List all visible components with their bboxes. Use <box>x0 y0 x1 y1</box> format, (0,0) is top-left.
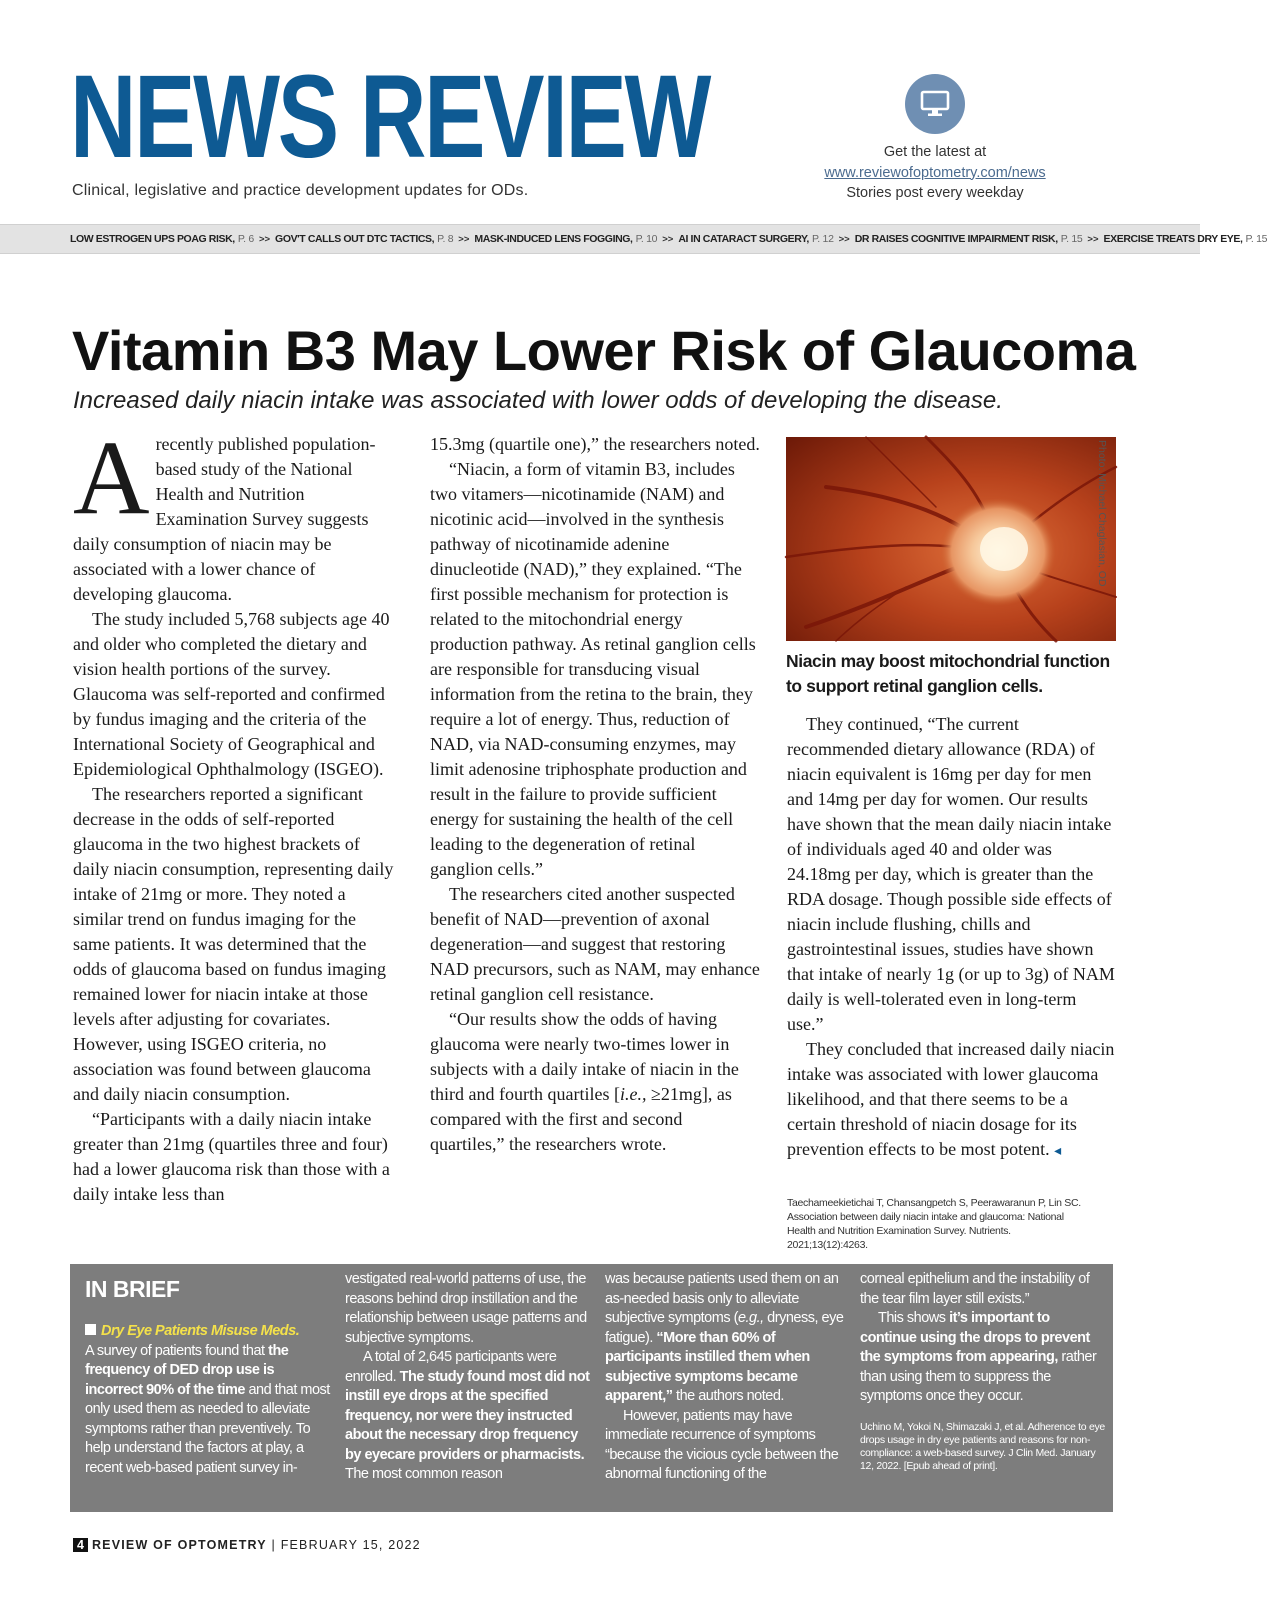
brief-column-4 <box>860 1270 1105 1473</box>
ticker-separator: >> <box>662 233 674 245</box>
body-paragraph: “Niacin, a form of vitamin B3, includes two vitamers—nicotinamide (NAM) and nicotinic acid—involved in the synthesis pathway of nicotinamide adenine dinucleotide (NAD),” they explained. “The first possible mechanism for protection is related to the mitochondrial energy production pathway. As retinal ganglion cells are responsible for transducing visual information from the retina to the brain, they require a lot of energy. Thus, reduction of NAD, via NAD-consuming enzymes, may limit adenosine triphosphate production and result in the failure to provide sufficient energy for sustaining the health of the cell leading to the degeneration of retinal ganglion cells.” <box>430 459 756 879</box>
brief-paragraph: was because patients used them on an as-needed basis only to alleviate subjective symptoms (e.g., dryness, eye fatigue). “More than 60% of participants instilled them when subjective symptoms became apparent,” the authors noted. <box>605 1271 844 1404</box>
drop-cap: A <box>73 419 150 536</box>
article-column-3 <box>787 712 1117 1164</box>
body-paragraph: “Participants with a daily niacin intake greater than 21mg (quartiles three and four) had a lower glaucoma risk than those with a daily intake less than <box>73 1109 390 1204</box>
page-footer <box>73 1538 421 1552</box>
body-paragraph: The study included 5,768 subjects age 40 and older who completed the dietary and vision health portions of the survey. Glaucoma was self-reported and confirmed by fundus imaging and the criteria of the International Society of Geographical and Epidemiological Ophthalmology (ISGEO). <box>73 609 390 779</box>
body-paragraph: “Our results show the odds of having glaucoma were nearly two-times lower in subjects with a daily intake of niacin in the third and fourth quartiles [i.e., ≥21mg], as compared with the first and second quartiles,” the researchers wrote. <box>430 1009 739 1154</box>
photo-credit: Photo: Michael Chaglasian, OD <box>1096 440 1108 587</box>
brief-reference: Uchino M, Yokoi N, Shimazaki J, et al. Adherence to eye drops usage in dry eye patients and reasons for non-compliance: a web-based survey. J Clin Med. January 12, 2022. [Epub ahead of print]. <box>860 1420 1105 1472</box>
body-paragraph: The researchers reported a significant decrease in the odds of self-reported glaucoma in the two highest brackets of daily niacin consumption, representing daily intake of 21mg or more. They noted a similar trend on fundus imaging for the same patients. It was determined that the odds of glaucoma based on fundus imaging remained lower for niacin intake at those levels after adjusting for covariates. However, using ISGEO criteria, no association was found between glaucoma and daily niacin consumption. <box>73 784 394 1104</box>
ticker-entry[interactable]: DR RAISES COGNITIVE IMPAIRMENT RISK, P. 15 <box>854 233 1083 245</box>
brief-paragraph: However, patients may have immediate recurrence of symptoms “because the vicious cycle between the abnormal functioning of the <box>605 1407 839 1482</box>
fundus-photo <box>786 437 1116 641</box>
brief-paragraph: vestigated real-world patterns of use, the reasons behind drop instillation and the relationship between usage patterns and subjective symptoms. <box>345 1271 587 1346</box>
magazine-name: REVIEW OF OPTOMETRY <box>91 1538 267 1552</box>
ticker-separator: >> <box>258 233 271 245</box>
article-column-1 <box>73 419 397 1207</box>
ticker-separator: >> <box>458 233 470 245</box>
promo-line: Stories post every weekday <box>846 185 1024 201</box>
article-reference: Taechameekietichai T, Chansangpetch S, Peerawaranun P, Lin SC. Association between daily niacin intake and glaucoma: National Health and Nutrition Examination Survey. Nutrients. 2021;13(12):4263. <box>787 1197 1081 1251</box>
brief-item-heading: Dry Eye Patients Misuse Meds. <box>85 1322 330 1342</box>
brief-column-1 <box>85 1274 330 1478</box>
web-promo <box>790 74 1080 204</box>
article-headline: Vitamin B3 May Lower Risk of Glaucoma <box>72 319 1136 382</box>
brief-title: IN BRIEF <box>85 1276 180 1302</box>
body-paragraph: The researchers cited another suspected benefit of NAD—prevention of axonal degeneration—and suggest that restoring NAD precursors, such as NAM, may enhance retinal ganglion cell resistance. <box>430 884 760 1004</box>
brief-paragraph: This shows it’s important to continue using the drops to prevent the symptoms from appearing, rather than using them to suppress the symptoms once they occur. <box>860 1310 1097 1404</box>
brief-column-3 <box>605 1270 850 1485</box>
ticker-entry[interactable]: GOV'T CALLS OUT DTC TACTICS, P. 8 <box>275 233 454 245</box>
square-bullet-icon <box>85 1324 96 1335</box>
end-mark-icon: ◂ <box>1054 1144 1062 1159</box>
promo-url-link[interactable]: www.reviewofoptometry.com/news <box>824 164 1046 181</box>
monitor-icon <box>905 74 965 134</box>
masthead <box>70 51 710 199</box>
brief-paragraph: A total of 2,645 participants were enrolled. The study found most did not instill eye drops at the specified frequency, nor were they instructed about the necessary drop frequency by eyecare providers or pharmacists. The most common reason <box>345 1349 590 1482</box>
ticker-entry[interactable]: EXERCISE TREATS DRY EYE, P. 15 <box>1103 233 1267 245</box>
issue-date: FEBRUARY 15, 2022 <box>280 1538 421 1552</box>
ticker-separator: >> <box>1087 233 1099 245</box>
page-number: 4 <box>73 1538 88 1552</box>
brief-column-2 <box>345 1270 590 1485</box>
ticker-separator: >> <box>838 233 850 245</box>
ticker-entry[interactable]: MASK-INDUCED LENS FOGGING, P. 10 <box>474 233 658 245</box>
brief-paragraph: corneal epithelium and the instability of the tear film layer still exists.” <box>860 1271 1090 1307</box>
article-dek: Increased daily niacin intake was associated with lower odds of developing the disease. <box>73 387 1003 414</box>
in-brief-box <box>70 1264 1113 1512</box>
article-column-2 <box>430 432 760 1157</box>
ticker-entry[interactable]: AI IN CATARACT SURGERY, P. 12 <box>678 233 834 245</box>
section-title: NEWS REVIEW <box>70 51 710 183</box>
body-paragraph: 15.3mg (quartile one),” the researchers noted. <box>430 434 760 454</box>
headline-ticker <box>0 224 1267 254</box>
body-paragraph: They continued, “The current recommended dietary allowance (RDA) of niacin equivalent is 16mg per day for men and 14mg per day for women. Our results have shown that the mean daily niacin intake of individuals aged 40 and older was 24.18mg per day, which is greater than the RDA dosage. Though possible side effects of niacin include flushing, chills and gastrointestinal issues, studies have shown that intake of nearly 1g (or up to 3g) of NAM daily is well-tolerated even in long-term use.” <box>787 714 1115 1034</box>
body-paragraph: They concluded that increased daily niacin intake was associated with lower glaucoma likelihood, and that there seems to be a certain threshold of niacin dosage for its prevention effects to be most potent. ◂ <box>787 1039 1115 1159</box>
section-subtitle: Clinical, legislative and practice development updates for ODs. <box>72 182 529 199</box>
promo-line: Get the latest at <box>883 144 987 160</box>
ticker-entry[interactable]: LOW ESTROGEN UPS POAG RISK, P. 6 <box>70 233 254 245</box>
footer-separator: | <box>271 1538 276 1552</box>
photo-caption: Niacin may boost mitochondrial function to support retinal ganglion cells. <box>786 651 1110 696</box>
body-paragraph: Arecently published population-based study of the National Health and Nutrition Examination Survey suggests daily consumption of niacin may be associated with a lower chance of developing glaucoma. <box>73 419 376 604</box>
brief-paragraph: A survey of patients found that the frequency of DED drop use is incorrect 90% of the time and that most only used them as needed to alleviate symptoms rather than preventively. To help understand the factors at play, a recent web-based patient survey in- <box>85 1342 330 1476</box>
